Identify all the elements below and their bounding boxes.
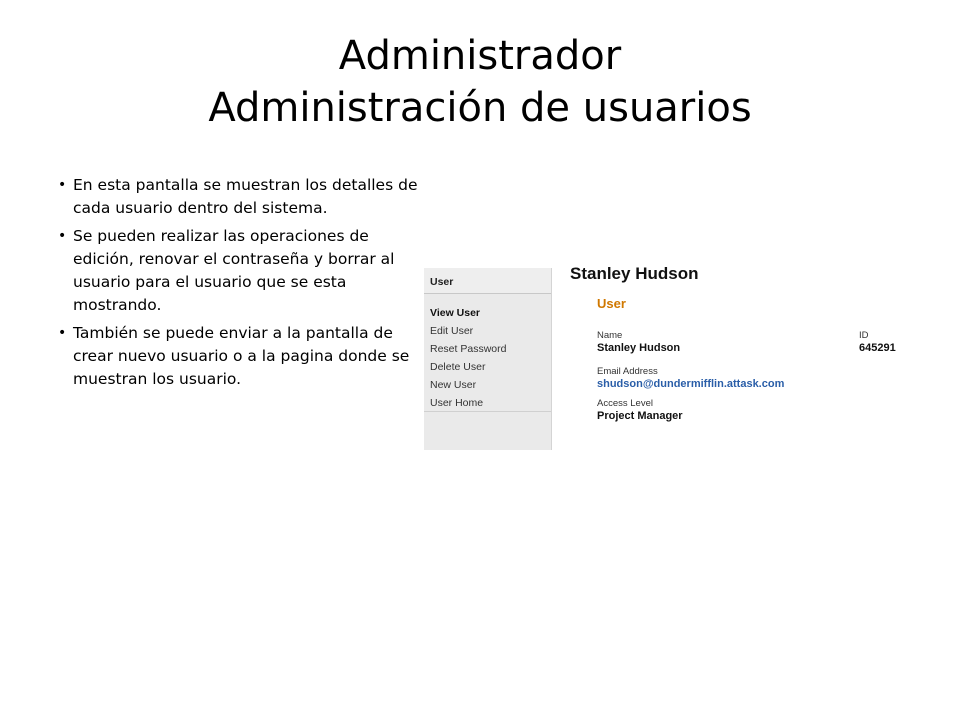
- bullet-text: Se pueden realizar las operaciones de edición, renovar el contraseña y borrar al usuario para el usuario que se esta mostrando.: [73, 227, 395, 314]
- bullet-list: [58, 174, 418, 396]
- access-level-field: [597, 398, 683, 423]
- bullet-item: [58, 174, 418, 220]
- bullet-text: También se puede enviar a la pantalla de crear nuevo usuario o a la pagina donde se muestran los usuario.: [73, 324, 410, 388]
- sidebar-item-view-user[interactable]: View User: [430, 307, 481, 319]
- bullet-text: En esta pantalla se muestran los detalles de cada usuario dentro del sistema.: [73, 176, 418, 217]
- email-field: [597, 366, 784, 391]
- section-title: User: [597, 296, 626, 311]
- user-sidebar: [424, 268, 552, 450]
- access-level-value: Project Manager: [597, 410, 683, 422]
- email-label: Email Address: [597, 366, 658, 377]
- slide-title-line-2: Administración de usuarios: [208, 85, 752, 131]
- id-label: ID: [859, 330, 869, 341]
- user-name-heading: Stanley Hudson: [570, 264, 699, 283]
- user-detail-screenshot: [424, 262, 940, 450]
- id-field: [859, 330, 896, 355]
- name-label: Name: [597, 330, 623, 341]
- bullet-item: [58, 225, 418, 317]
- id-value: 645291: [859, 342, 896, 354]
- access-level-label: Access Level: [597, 398, 653, 409]
- name-field: [597, 330, 680, 355]
- bullet-dot: •: [58, 325, 67, 341]
- sidebar-item-reset-password[interactable]: Reset Password: [430, 343, 507, 355]
- sidebar-item-user-home[interactable]: User Home: [430, 397, 484, 409]
- sidebar-item-edit-user[interactable]: Edit User: [430, 325, 474, 337]
- sidebar-item-delete-user[interactable]: Delete User: [430, 361, 486, 373]
- email-link[interactable]: shudson@dundermifflin.attask.com: [597, 378, 785, 390]
- bullet-item: [58, 322, 418, 391]
- bullet-dot: •: [58, 177, 67, 193]
- slide-title: [60, 30, 900, 134]
- sidebar-menu: [424, 294, 551, 412]
- sidebar-item-new-user[interactable]: New User: [430, 379, 477, 391]
- name-value: Stanley Hudson: [597, 342, 681, 354]
- sidebar-header: User: [424, 268, 551, 294]
- bullet-dot: •: [58, 228, 67, 244]
- slide-title-line-1: Administrador: [338, 33, 622, 79]
